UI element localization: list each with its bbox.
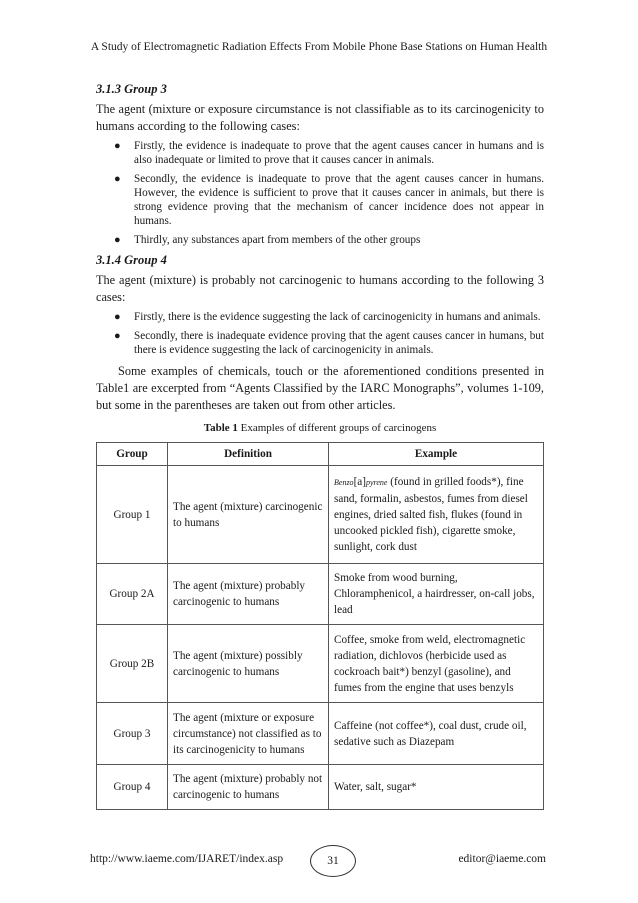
example-cell: Benzo[a]pyrene (found in grilled foods*), fine sand, formalin, asbestos, fumes from diesel engines, dried salted fish, flukes (found in uncooked pickled fish), cigarette smoke, sunlight, cork dust xyxy=(329,466,544,564)
table-row xyxy=(97,703,544,765)
bullet-list-group-3 xyxy=(96,139,544,247)
list-item: ● Secondly, there is inadequate evidence proving that the agent causes cancer in humans, but there is evidence suggesting the lack of carcinogenicity in animals. xyxy=(114,330,544,356)
table-row xyxy=(97,625,544,703)
page-content xyxy=(96,82,544,810)
carcinogen-groups-table xyxy=(96,442,544,810)
definition-cell: The agent (mixture or exposure circumstance) not classified as to its carcinogenicity to humans xyxy=(168,703,329,765)
page-footer xyxy=(90,845,550,875)
table-row xyxy=(97,466,544,564)
group-cell: Group 4 xyxy=(97,765,168,810)
group-cell: Group 2B xyxy=(97,625,168,703)
group-cell: Group 3 xyxy=(97,703,168,765)
running-header: A Study of Electromagnetic Radiation Effects From Mobile Phone Base Stations on Human Health xyxy=(90,41,548,53)
list-item: ● Thirdly, any substances apart from members of the other groups xyxy=(114,234,421,246)
definition-cell: The agent (mixture) carcinogenic to humans xyxy=(168,466,329,564)
table-row xyxy=(97,765,544,810)
list-item: ● Firstly, the evidence is inadequate to prove that the agent causes cancer in humans and is also inadequate or limited to prove that it causes cancer in animals. xyxy=(114,140,544,166)
column-header-definition: Definition xyxy=(168,443,329,466)
example-cell: Caffeine (not coffee*), coal dust, crude oil, sedative such as Diazepam xyxy=(329,703,544,765)
bullet-list-group-4 xyxy=(96,310,544,357)
table-caption: Table 1 Examples of different groups of carcinogens xyxy=(203,422,437,434)
section-heading-group-3: 3.1.3 Group 3 xyxy=(96,82,167,96)
definition-cell: The agent (mixture) probably carcinogenic to humans xyxy=(168,564,329,625)
bullet-icon: ● xyxy=(114,234,121,246)
section-intro-group-3: The agent (mixture or exposure circumstance is not classifiable as to its carcinogenicity to humans according to the following cases: xyxy=(96,102,544,133)
group-cell: Group 1 xyxy=(97,466,168,564)
example-cell: Coffee, smoke from weld, electromagnetic radiation, dichlovos (herbicide used as cockroach bait*) benzyl (gasoline), and fumes from the engine that uses benzyls xyxy=(329,625,544,703)
definition-cell: The agent (mixture) possibly carcinogenic to humans xyxy=(168,625,329,703)
bullet-icon: ● xyxy=(114,311,121,323)
section-intro-group-4: The agent (mixture) is probably not carcinogenic to humans according to the following 3 cases: xyxy=(96,273,544,304)
example-cell: Smoke from wood burning, Chloramphenicol, a hairdresser, on-call jobs, lead xyxy=(329,564,544,625)
group-cell: Group 2A xyxy=(97,564,168,625)
list-item: ● Secondly, the evidence is inadequate to prove that the agent causes cancer in humans. However, the evidence is sufficient to prove that it causes cancer in animals, but there is strong evidence proving that the mechanism of cancer incidence does not appear in humans. xyxy=(114,173,544,227)
bullet-icon: ● xyxy=(114,330,121,342)
column-header-group: Group xyxy=(97,443,168,466)
section-heading-group-4: 3.1.4 Group 4 xyxy=(96,253,167,267)
bullet-icon: ● xyxy=(114,140,121,152)
table-row xyxy=(97,564,544,625)
closing-paragraph: Some examples of chemicals, touch or the aforementioned conditions presented in Table1 are excerpted from “Agents Classified by the IARC Monographs”, volumes 1-109, but some in the parentheses are taken out from other articles. xyxy=(96,364,544,412)
example-cell: Water, salt, sugar* xyxy=(329,765,544,810)
editor-email[interactable]: editor@iaeme.com xyxy=(458,853,546,865)
bullet-icon: ● xyxy=(114,173,121,185)
definition-cell: The agent (mixture) probably not carcinogenic to humans xyxy=(168,765,329,810)
list-item: ● Firstly, there is the evidence suggesting the lack of carcinogenicity in humans and animals. xyxy=(114,311,541,323)
journal-link[interactable]: http://www.iaeme.com/IJARET/index.asp xyxy=(90,853,284,865)
column-header-example: Example xyxy=(329,443,544,466)
table-header-row xyxy=(97,443,544,466)
page-number: 31 xyxy=(310,845,356,877)
